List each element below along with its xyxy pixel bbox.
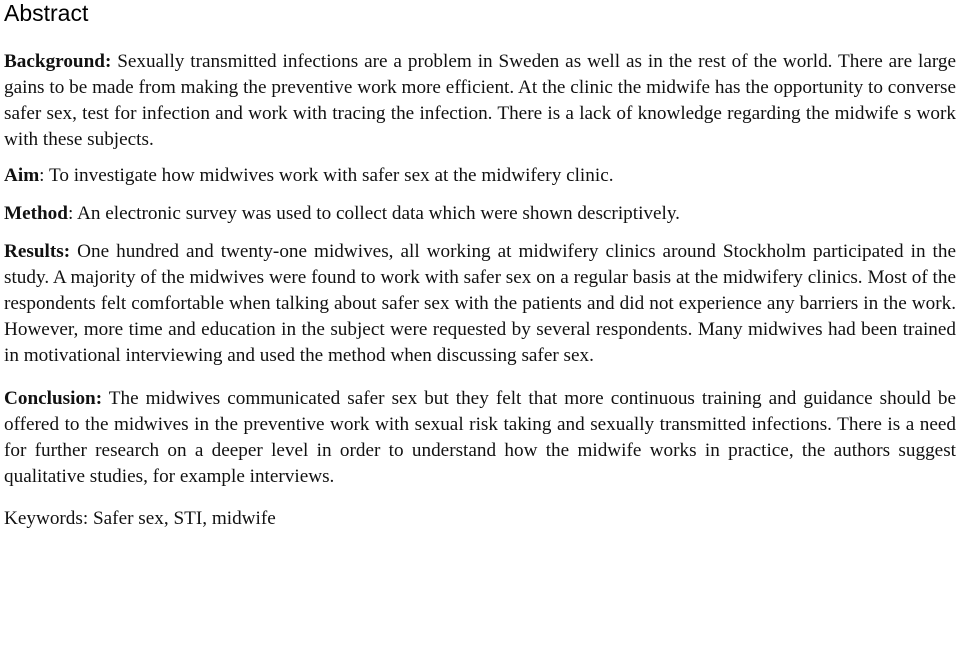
aim-label: Aim — [4, 165, 40, 186]
background-label: Background: — [4, 51, 112, 72]
conclusion-label: Conclusion: — [4, 388, 103, 409]
method-text: : An electronic survey was used to collect data which were shown descriptively. — [67, 203, 680, 224]
results-paragraph — [4, 239, 956, 369]
aim-paragraph — [4, 163, 956, 189]
method-paragraph — [4, 201, 956, 227]
keywords-text: Keywords: Safer sex, STI, midwife — [4, 508, 276, 529]
page-title: Abstract — [4, 0, 89, 26]
method-label: Method — [4, 203, 68, 224]
results-text: One hundred and twenty-one midwives, all working at midwifery clinics around Stockholm participated in the study. A majority of the midwives were found to work with safer sex on a regular basis at the midwifery clinics. Most of the respondents felt comfortable when talking about safer sex with the patients and did not experience any barriers in the work. However, more time and education in the subject were requested by several respondents. Many midwives had been trained in motivational interviewing and used the method when discussing safer sex. — [4, 241, 956, 366]
background-text: Sexually transmitted infections are a problem in Sweden as well as in the rest of the world. There are large gains to be made from making the preventive work more efficient. At the clinic the midwife has the opportunity to converse safer sex, test for infection and work with tracing the infection. There is a lack of knowledge regarding the midwife s work with these subjects. — [4, 51, 956, 150]
keywords-line — [4, 506, 956, 532]
aim-text: : To investigate how midwives work with safer sex at the midwifery clinic. — [39, 165, 614, 186]
conclusion-text: The midwives communicated safer sex but they felt that more continuous training and guidance should be offered to the midwives in the preventive work with sexual risk taking and sexually transmitted infections. There is a need for further research on a deeper level in order to understand how the midwife works in practice, the authors suggest qualitative studies, for example interviews. — [4, 388, 956, 487]
background-paragraph — [4, 49, 956, 153]
conclusion-paragraph — [4, 386, 956, 490]
results-label: Results: — [4, 241, 71, 262]
